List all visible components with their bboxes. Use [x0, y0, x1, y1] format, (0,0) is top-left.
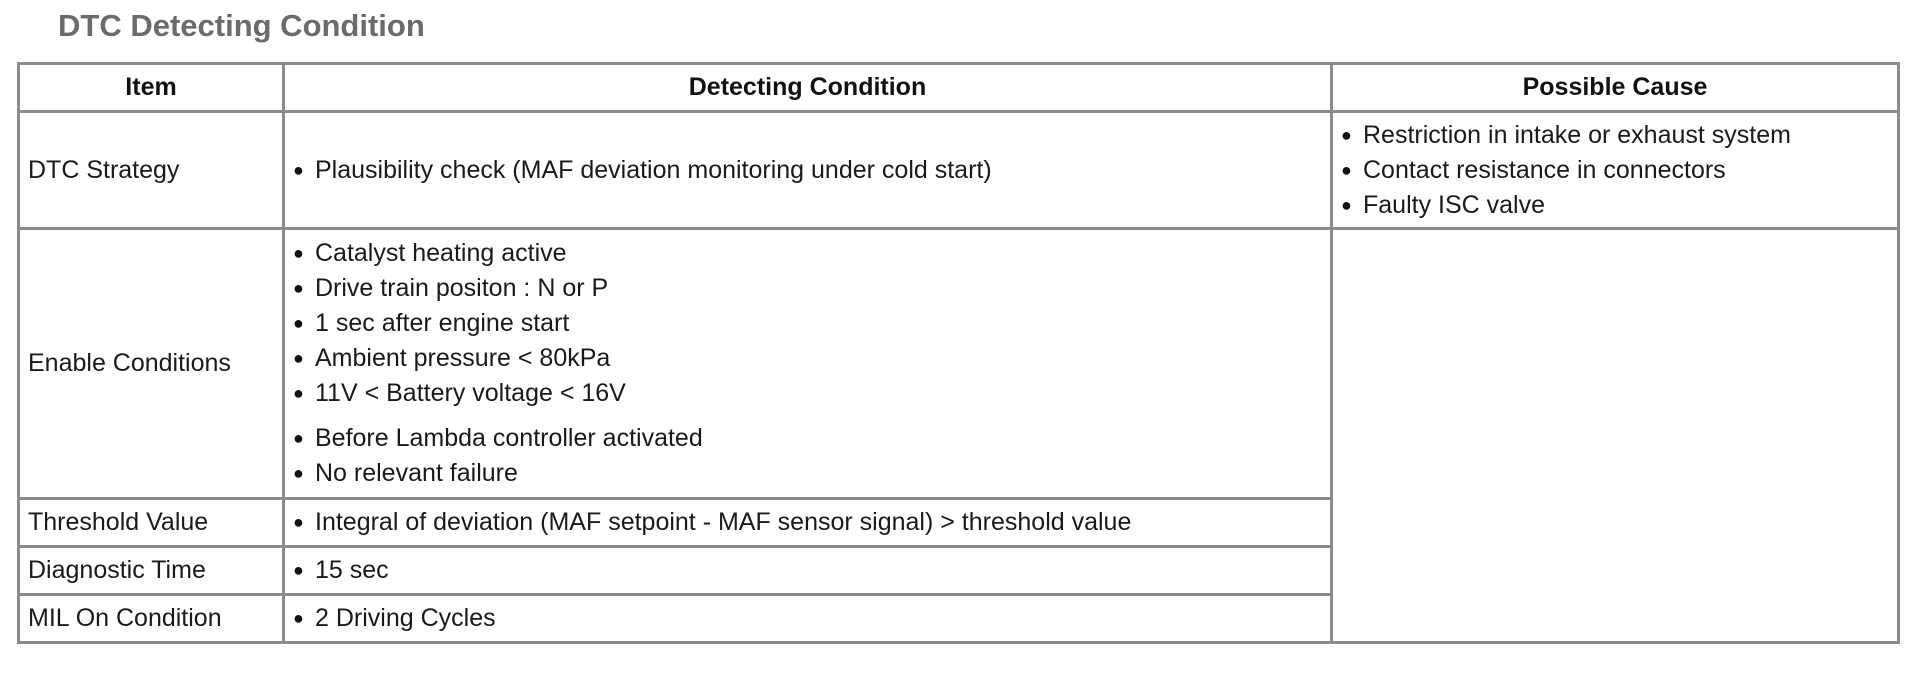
list-item: ● Contact resistance in connectors — [1341, 153, 1889, 188]
list-item: ● Faulty ISC valve — [1341, 188, 1889, 223]
condition-cell — [284, 595, 1332, 643]
list-item: ● 2 Driving Cycles — [293, 601, 1322, 636]
condition-list — [293, 553, 1322, 588]
cause-list — [1341, 118, 1889, 223]
condition-list — [293, 421, 1322, 491]
condition-cell — [284, 547, 1332, 595]
list-item: ● 1 sec after engine start — [293, 306, 1322, 341]
list-item: ● 11V < Battery voltage < 16V — [293, 376, 1322, 411]
list-item: ● Restriction in intake or exhaust system — [1341, 118, 1889, 153]
item-cell: Threshold Value — [19, 499, 284, 547]
table-row — [19, 229, 1899, 499]
dtc-condition-table — [17, 62, 1900, 644]
list-item: ● Before Lambda controller activated — [293, 421, 1322, 456]
page-title: DTC Detecting Condition — [58, 8, 425, 43]
condition-list — [293, 601, 1322, 636]
list-item: ● Plausibility check (MAF deviation monitoring under cold start) — [293, 153, 1322, 188]
condition-list — [293, 153, 1322, 188]
item-cell: DTC Strategy — [19, 112, 284, 229]
condition-cell — [284, 112, 1332, 229]
item-cell: MIL On Condition — [19, 595, 284, 643]
list-item: ● 15 sec — [293, 553, 1322, 588]
item-cell: Diagnostic Time — [19, 547, 284, 595]
list-gap — [293, 411, 1322, 421]
table-header-row — [19, 64, 1899, 112]
list-item: ● Catalyst heating active — [293, 236, 1322, 271]
condition-list — [293, 236, 1322, 411]
list-item: ● Drive train positon : N or P — [293, 271, 1322, 306]
list-item: ● Integral of deviation (MAF setpoint - MAF sensor signal) > threshold value — [293, 505, 1322, 540]
list-item: ● Ambient pressure < 80kPa — [293, 341, 1322, 376]
condition-list — [293, 505, 1322, 540]
condition-cell — [284, 229, 1332, 499]
header-detecting-condition: Detecting Condition — [284, 64, 1332, 112]
condition-cell — [284, 499, 1332, 547]
header-item: Item — [19, 64, 284, 112]
list-item: ● No relevant failure — [293, 456, 1322, 491]
item-cell: Enable Conditions — [19, 229, 284, 499]
cause-cell — [1332, 112, 1899, 229]
cause-cell-empty — [1332, 229, 1899, 643]
table-row — [19, 112, 1899, 229]
header-possible-cause: Possible Cause — [1332, 64, 1899, 112]
